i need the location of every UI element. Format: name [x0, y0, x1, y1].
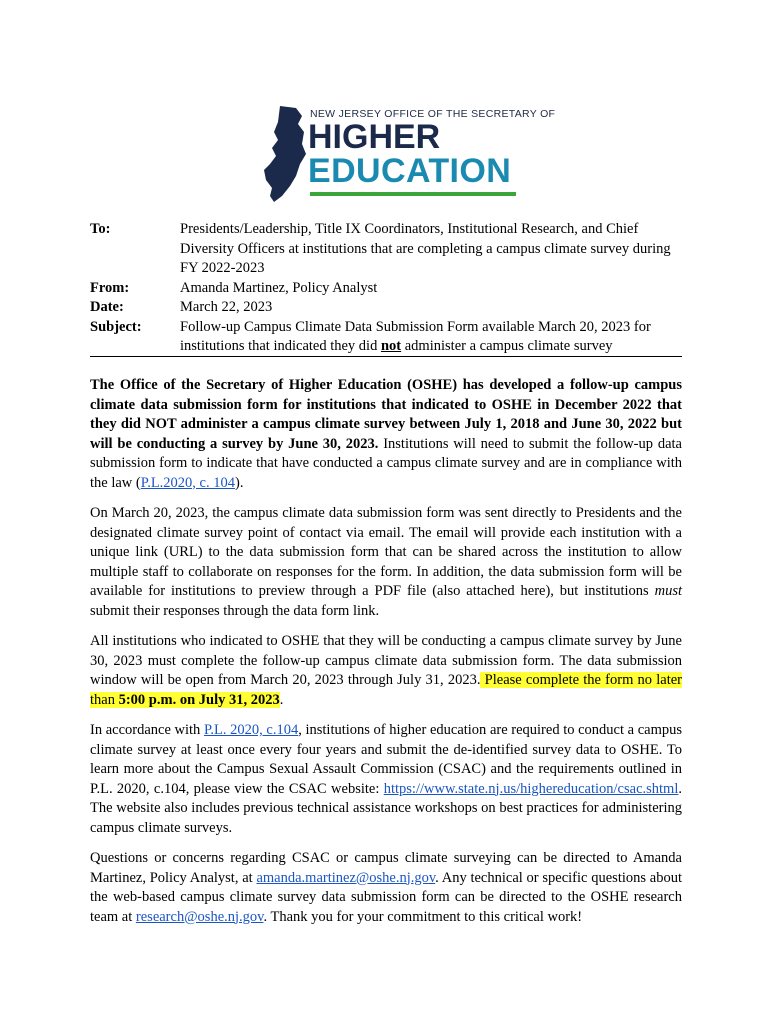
paragraph-intro — [90, 376, 682, 493]
intro-text: Institutions will need to submit the follow-up data submission form to indicate that have conducted a campus climate survey and are in compliance with the law ( — [90, 435, 682, 491]
paragraph-email — [90, 504, 682, 621]
law-link-2[interactable]: P.L. 2020, c.104 — [203, 722, 299, 738]
header-divider — [90, 356, 682, 357]
law-text-3: . The website also includes previous technical assistance workshops on best practices for administering campus climate surveys. — [90, 780, 682, 836]
subject-text-end: administer a campus climate survey — [401, 338, 613, 354]
subject-label: Subject: — [90, 318, 142, 335]
research-email-link[interactable]: research@oshe.nj.gov — [135, 908, 264, 925]
logo-underline — [310, 192, 516, 196]
to-value: Presidents/Leadership, Title IX Coordinators, Institutional Research, and Chief Diversity Officers at institutions that are completing a campus climate survey during FY 2022-2023 — [180, 221, 671, 276]
deadline-highlight-text: Please complete the form no later than — [90, 672, 682, 708]
contacts-text-3: . Thank you for your commitment to this critical work! — [263, 908, 583, 925]
email-end: submit their responses through the data form link. — [90, 602, 380, 619]
contacts-text-2: . Any technical or specific questions about the web-based campus climate survey data submission form can be directed to the OSHE research team at — [90, 869, 682, 925]
paragraph-contacts — [90, 849, 682, 927]
deadline-time: 5:00 p.m. on July 31, 2023 — [118, 691, 280, 708]
law-link[interactable]: P.L.2020, c. 104 — [140, 474, 235, 491]
memo-date-row — [90, 298, 682, 318]
subject-emphasis: not — [380, 338, 402, 354]
memo-to-row — [90, 220, 682, 279]
csac-website-link[interactable]: https://www.state.nj.us/highereducation/csac.shtml — [383, 780, 679, 797]
paragraph-law — [90, 721, 682, 838]
memo-body — [90, 376, 682, 938]
subject-value — [180, 318, 682, 357]
new-jersey-state-icon — [262, 104, 308, 204]
contacts-text-1: Questions or concerns regarding CSAC or campus climate surveying can be directed to Amanda Martinez, Policy Analyst, at — [90, 850, 682, 886]
law-text-1: In accordance with — [90, 722, 204, 738]
law-text-2: , institutions of higher education are required to conduct a campus climate survey at least once every four years and submit the de-identified survey data to OSHE. To learn more about the Campus Sexual Assault Commission (CSAC) and the requirements outlined in P.L. 2020, c.104, please view the CSAC website: — [90, 722, 683, 797]
memo-subject-row — [90, 318, 682, 357]
intro-end: ). — [234, 474, 244, 491]
date-value: March 22, 2023 — [180, 299, 273, 315]
email-emphasis: must — [654, 583, 682, 599]
from-value: Amanda Martinez, Policy Analyst — [180, 279, 378, 296]
oshe-logo — [262, 104, 556, 204]
paragraph-deadline — [90, 632, 682, 710]
deadline-end: . — [279, 691, 284, 708]
intro-lead: The Office of the Secretary of Higher Education (OSHE) has developed a follow-up campus climate data submission form for institutions that indicated to OSHE in December 2022 that they did NOT administer a campus climate survey between July 1, 2018 and June 30, 2022 but will be conducting a survey by June 30, 2023. — [90, 377, 682, 452]
from-label: From: — [90, 279, 130, 296]
memo-header — [90, 220, 682, 357]
memo-from-row — [90, 279, 682, 299]
date-label: Date: — [90, 299, 124, 315]
deadline-text: All institutions who indicated to OSHE that they will be conducting a campus climate survey by June 30, 2023 must complete the follow-up campus climate data submission form. The data submission window will be open from March 20, 2023 through July 31, 2023. — [90, 633, 682, 688]
logo-higher: HIGHER — [308, 118, 441, 156]
email-text: On March 20, 2023, the campus climate data submission form was sent directly to Presidents and the designated climate survey point of contact via email. The email will provide each institution with a unique link (URL) to the data submission form that can be shared across the institution to allow multiple staff to collaborate on responses for the form. In addition, the data submission form will be available for institutions to preview through a PDF file (also attached here), but institutions — [90, 505, 682, 599]
logo-kicker: NEW JERSEY OFFICE OF THE SECRETARY OF — [310, 108, 556, 120]
amanda-email-link[interactable]: amanda.martinez@oshe.nj.gov — [256, 869, 436, 886]
subject-text: Follow-up Campus Climate Data Submission Form available March 20, 2023 for institutions that indicated they did — [180, 318, 651, 354]
to-label: To: — [90, 221, 111, 237]
logo-education: EDUCATION — [308, 152, 512, 190]
